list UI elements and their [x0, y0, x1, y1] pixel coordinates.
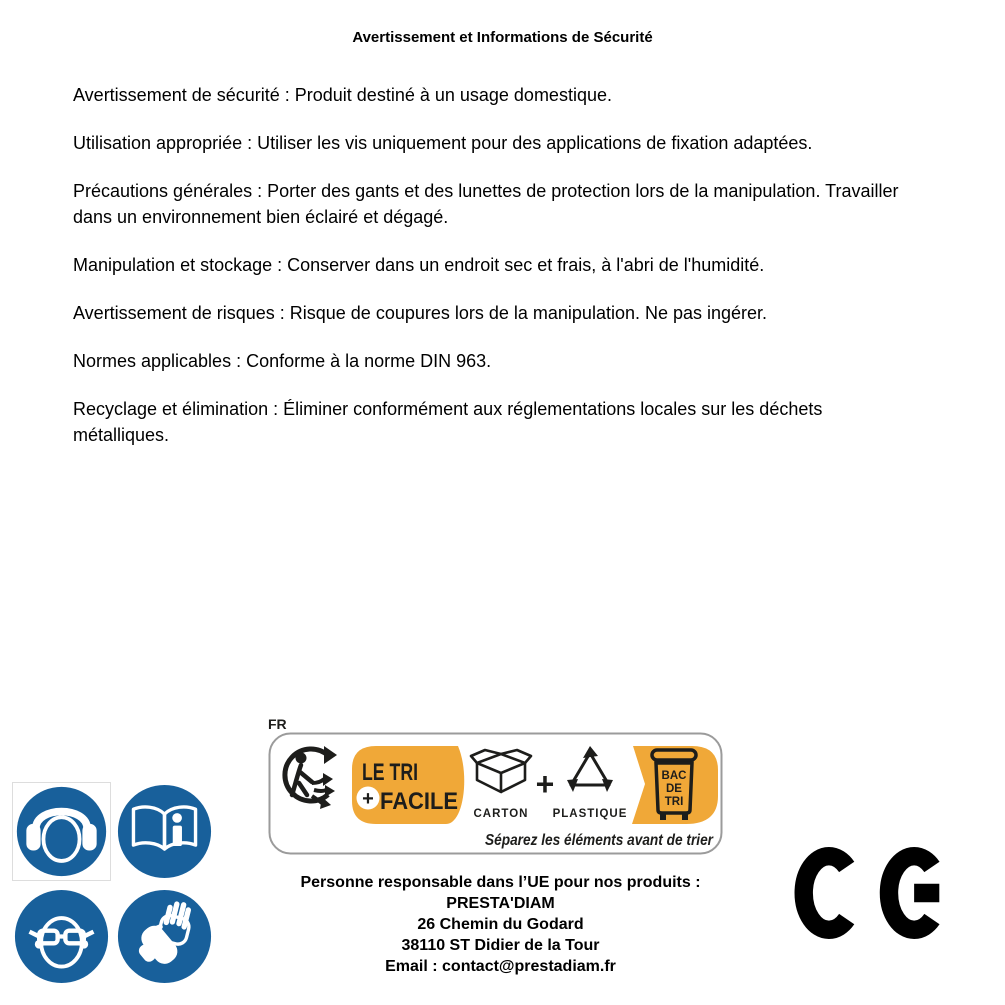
mandatory-safety-icons — [12, 782, 214, 988]
paragraph-security-warning: Avertissement de sécurité : Produit destiné à un usage domestique. — [73, 85, 612, 105]
plastique-label: PLASTIQUE — [552, 808, 628, 820]
paragraph-standards: Normes applicables : Conforme à la norme DIN 963. — [73, 351, 492, 371]
company-name: PRESTA'DIAM — [446, 895, 555, 912]
paragraph-appropriate-use: Utilisation appropriée : Utiliser les vis uniquement pour des applications de fixation adaptées. — [73, 133, 813, 153]
page-title: Avertissement et Informations de Sécurité — [352, 29, 653, 46]
address-city: 38110 ST Didier de la Tour — [401, 937, 600, 954]
ce-mark-icon — [794, 843, 949, 943]
le-tri-text: LE TRI — [362, 759, 418, 786]
address-street: 26 Chemin du Godard — [417, 916, 584, 933]
paragraph-general-precautions: Précautions générales : Porter des gants et des lunettes de protection lors de la manipulation. Travailler dans un environnement bien éclairé et dégagé. — [73, 181, 899, 227]
paragraph-handling-storage: Manipulation et stockage : Conserver dans un endroit sec et frais, à l'abri de l'humidité. — [73, 255, 765, 275]
bac-de-tri-badge — [632, 746, 718, 824]
eye-protection-icon — [12, 887, 111, 986]
contact-email: Email : contact@prestadiam.fr — [385, 958, 616, 975]
info-tri-banner — [268, 732, 723, 856]
plus-sign: + — [362, 788, 374, 810]
paragraph-risk-warning: Avertissement de risques : Risque de coupures lors de la manipulation. Ne pas ingérer. — [73, 303, 768, 323]
country-code-label: FR — [268, 716, 287, 732]
facile-text: FACILE — [380, 788, 458, 815]
bin-text-line3: TRI — [664, 796, 684, 808]
responsible-intro: Personne responsable dans l’UE pour nos produits : — [300, 874, 701, 891]
sorting-tagline: Séparez les éléments avant de trier — [485, 832, 714, 849]
materials-plus-sign: + — [535, 766, 555, 802]
ear-protection-icon — [12, 782, 111, 881]
safety-paragraphs — [73, 82, 911, 470]
bin-text-line1: BAC — [661, 770, 687, 782]
paragraph-recycling: Recyclage et élimination : Éliminer conformément aux réglementations locales sur les déchets métalliques. — [73, 399, 823, 445]
responsible-person-block — [248, 872, 753, 977]
le-tri-facile-badge — [352, 746, 464, 824]
hand-protection-icon — [115, 887, 214, 986]
carton-label: CARTON — [473, 808, 529, 820]
read-manual-icon — [115, 782, 214, 881]
bin-text-line2: DE — [666, 783, 682, 795]
